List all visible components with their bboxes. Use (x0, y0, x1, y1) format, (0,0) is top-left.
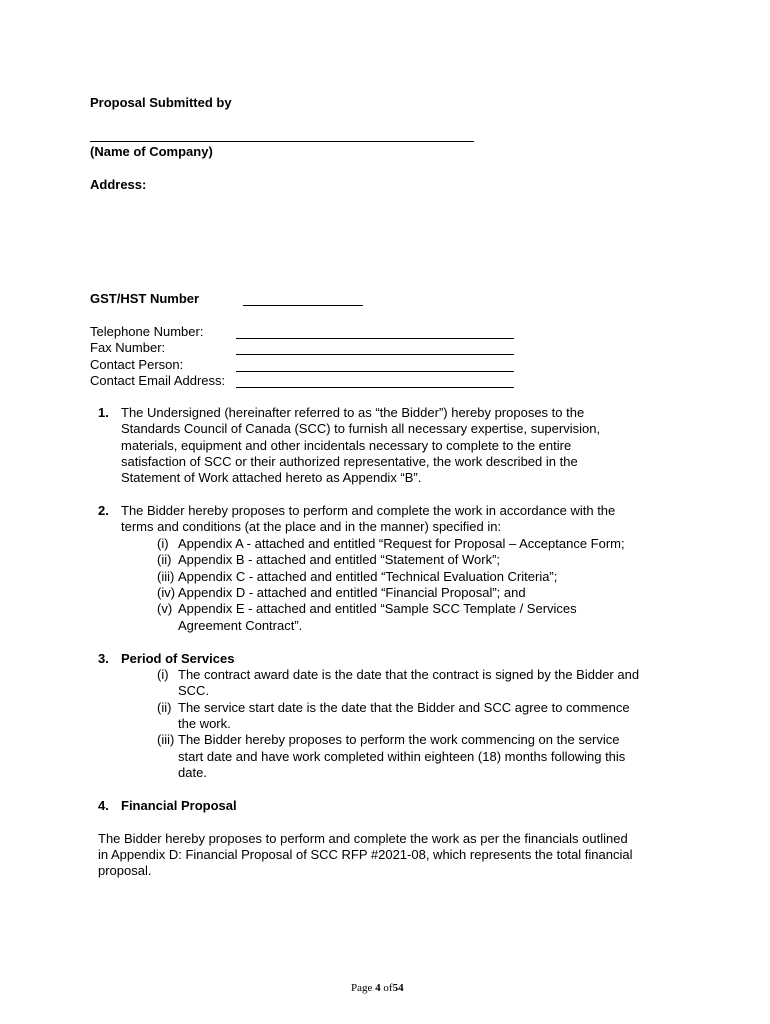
page-number (351, 980, 404, 996)
section-2-line: terms and conditions (at the place and in the manner) specified in: (121, 519, 502, 534)
section-1-line: Statement of Work attached hereto as Appendix “B”. (121, 470, 422, 485)
section-1-line: Standards Council of Canada (SCC) to furnish all necessary expertise, supervision, (121, 421, 601, 436)
list-item-text: start date and have work completed within eighteen (18) months following this (178, 749, 626, 764)
list-item-roman: (iii) (157, 569, 175, 584)
proposal-submitted-by-heading: Proposal Submitted by (90, 95, 232, 110)
total-pages: 54 (392, 982, 404, 994)
list-item-text: The contract award date is the date that the contract is signed by the Bidder and (178, 667, 640, 682)
section-1-line: satisfaction of SCC or their authorized representative, the work described in the (121, 454, 578, 469)
section-4-line: proposal. (98, 863, 152, 878)
list-item-text: Appendix E - attached and entitled “Sample SCC Template / Services (178, 601, 577, 616)
list-item-text: The Bidder hereby proposes to perform the work commencing on the service (178, 732, 620, 747)
list-item-text: Appendix D - attached and entitled “Financial Proposal”; and (178, 585, 526, 600)
section-1-line: materials, equipment and other incidentals necessary to complete to the entire (121, 438, 572, 453)
telephone-label: Telephone Number: (90, 324, 204, 339)
gst-hst-line (243, 305, 363, 306)
current-page: 4 (375, 982, 381, 994)
section-3-number: 3. (98, 651, 109, 666)
list-item-roman: (ii) (157, 700, 172, 715)
section-4-line: in Appendix D: Financial Proposal of SCC RFP #2021-08, which represents the total financial (98, 847, 633, 862)
list-item-text: Agreement Contract”. (178, 618, 303, 633)
list-item-roman: (iii) (157, 732, 175, 747)
fax-label: Fax Number: (90, 340, 166, 355)
telephone-line (236, 338, 514, 339)
list-item-roman: (ii) (157, 552, 172, 567)
contact-email-line (236, 387, 514, 388)
section-1-number: 1. (98, 405, 109, 420)
contact-email-label: Contact Email Address: (90, 373, 226, 388)
section-4-title: Financial Proposal (121, 798, 237, 813)
section-4-number: 4. (98, 798, 109, 813)
page-word: Page (351, 982, 373, 994)
list-item-roman: (i) (157, 667, 169, 682)
address-label: Address: (90, 177, 147, 192)
list-item-text: The service start date is the date that the Bidder and SCC agree to commence (178, 700, 630, 715)
of-word: of (383, 982, 393, 994)
list-item-roman: (v) (157, 601, 173, 616)
list-item-text: SCC. (178, 683, 210, 698)
list-item-roman: (iv) (157, 585, 176, 600)
list-item-text: Appendix C - attached and entitled “Technical Evaluation Criteria”; (178, 569, 558, 584)
list-item-text: Appendix B - attached and entitled “Statement of Work”; (178, 552, 501, 567)
section-2-line: The Bidder hereby proposes to perform and complete the work in accordance with the (121, 503, 616, 518)
contact-person-label: Contact Person: (90, 357, 184, 372)
name-of-company-label: (Name of Company) (90, 144, 213, 159)
section-2-number: 2. (98, 503, 109, 518)
contact-person-line (236, 371, 514, 372)
fax-line (236, 354, 514, 355)
list-item-roman: (i) (157, 536, 169, 551)
section-4-line: The Bidder hereby proposes to perform and complete the work as per the financials outlined (98, 831, 628, 846)
gst-hst-label: GST/HST Number (90, 291, 200, 306)
list-item-text: date. (178, 765, 207, 780)
list-item-text: Appendix A - attached and entitled “Request for Proposal – Acceptance Form; (178, 536, 625, 551)
list-item-text: the work. (178, 716, 231, 731)
company-name-line (90, 141, 474, 142)
section-3-title: Period of Services (121, 651, 235, 666)
section-1-line: The Undersigned (hereinafter referred to as “the Bidder”) hereby proposes to the (121, 405, 585, 420)
